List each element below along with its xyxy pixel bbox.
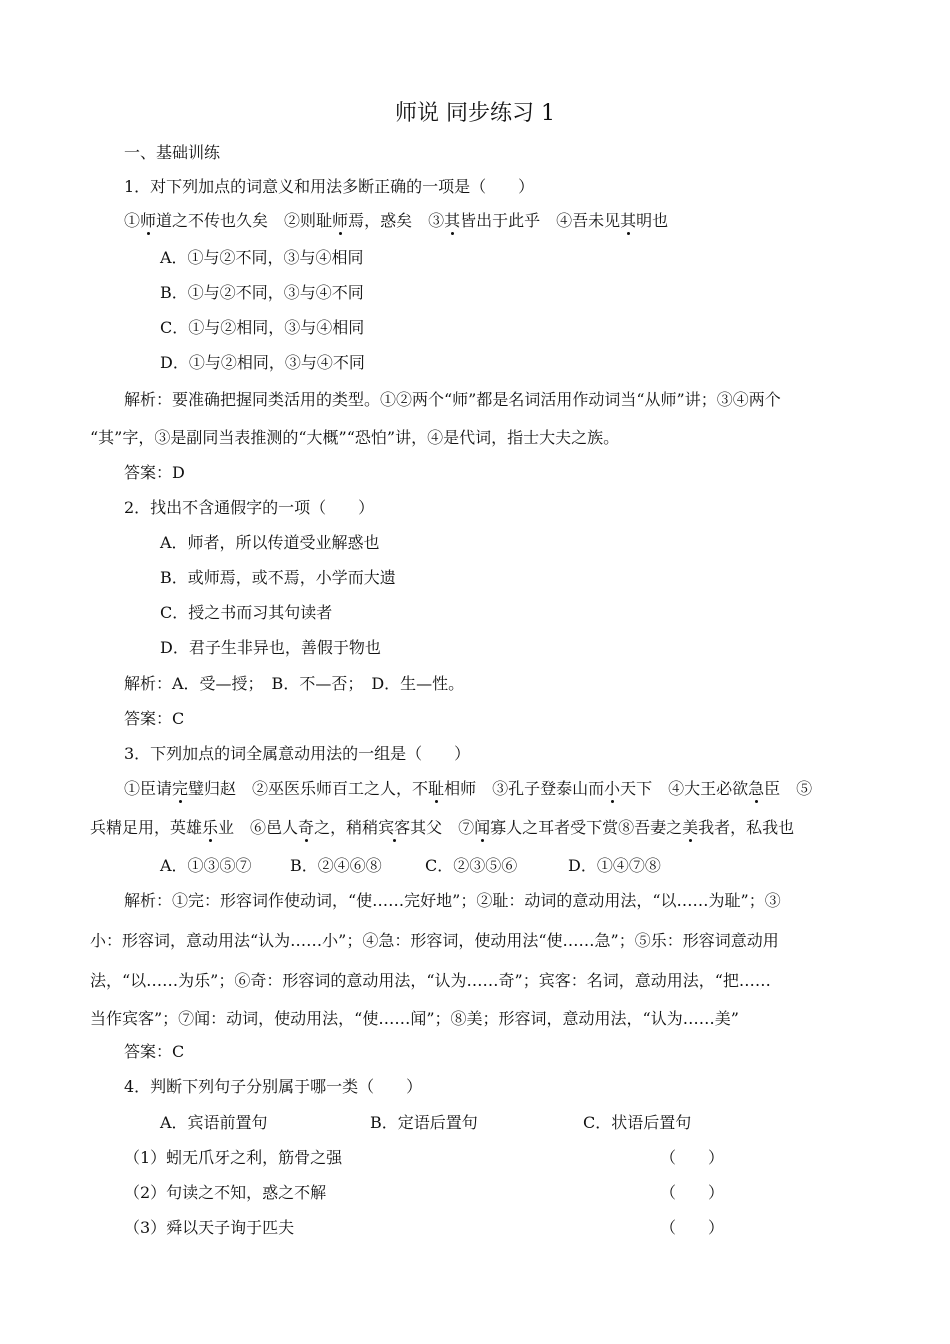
q4-answer-blank-2: （ ） (660, 1183, 725, 1202)
emphasis-dot-word: 师 (140, 211, 157, 230)
emphasis-dot-word: 小 (604, 779, 621, 798)
q4-item-2: （2）句读之不知，惑之不解 (124, 1183, 327, 1202)
q1-answer: 答案：D (124, 463, 185, 482)
q4-item-1: （1）蚓无爪牙之利，筋骨之强 (124, 1148, 343, 1167)
q3-analysis-line3: 法，“以……为乐”；⑥奇：形容词的意动用法，“认为……奇”；宾客：名词，意动用法，“把…… (90, 971, 771, 990)
q1-option-a: A．①与②不同，③与④相同 (160, 248, 364, 267)
emphasis-dot-word: 完 (172, 779, 189, 798)
q3-analysis-line1: 解析：①完：形容词作使动词，“使……完好地”；②耻：动词的意动用法，“以……为耻”；③ (124, 891, 781, 910)
q3-items-line2: 兵精足用，英雄乐业 ⑥邑人奇之，稍稍宾客其父 ⑦闻寡人之耳者受下赏⑧吾妻之美我者，私我也 (90, 818, 795, 837)
q1-stem: 1．对下列加点的词意义和用法多断正确的一项是（ ） (124, 177, 535, 196)
emphasis-dot-word: 乐 (202, 818, 219, 837)
q3-answer: 答案：C (124, 1042, 185, 1061)
q3-option-d: D．①④⑦⑧ (568, 856, 661, 875)
emphasis-dot-word: 其 (444, 211, 461, 230)
emphasis-dot-word: 美 (682, 818, 699, 837)
q4-item-3: （3）舜以天子询于匹夫 (124, 1218, 295, 1237)
q1-items: ①师道之不传也久矣 ②则耻师焉，惑矣 ③其皆出于此乎 ④吾未见其明也 (124, 211, 669, 230)
q3-analysis-line4: 当作宾客”；⑦闻：动词，使动用法，“使……闻”；⑧美；形容词，意动用法，“认为……美” (90, 1009, 739, 1028)
q3-stem: 3．下列加点的词全属意动用法的一组是（ ） (124, 744, 471, 763)
emphasis-dot-word: 宾客 (378, 818, 411, 837)
emphasis-dot-word: 奇 (298, 818, 315, 837)
q3-option-c: C．②③⑤⑥ (425, 856, 518, 875)
emphasis-dot-word: 耻 (428, 779, 445, 798)
q2-option-d: D．君子生非异也，善假于物也 (160, 638, 381, 657)
q2-stem: 2．找出不含通假字的一项（ ） (124, 498, 375, 517)
q3-items-line1: ①臣请完璧归赵 ②巫医乐师百工之人，不耻相师 ③孔子登泰山而小天下 ④大王必欲急臣 ⑤ (124, 779, 813, 798)
q2-analysis: 解析：A．受—授； B．不—否； D．生—性。 (124, 674, 465, 693)
q3-analysis-line2: 小：形容词，意动用法“认为……小”；④急：形容词，使动用法“使……急”；⑤乐：形容词意动用 (90, 931, 779, 950)
q2-answer: 答案：C (124, 709, 185, 728)
emphasis-dot-word: 急 (748, 779, 765, 798)
q4-option-b: B．定语后置句 (370, 1113, 478, 1132)
emphasis-dot-word: 闻 (474, 818, 491, 837)
q1-analysis-line1: 解析：要准确把握同类活用的类型。①②两个“师”都是名词活用作动词当“从师”讲；③④两个 (124, 390, 781, 409)
q2-option-a: A．师者，所以传道受业解惑也 (160, 533, 380, 552)
q2-option-c: C．授之书而习其句读者 (160, 603, 333, 622)
q3-option-b: B．②④⑥⑧ (290, 856, 382, 875)
q1-option-c: C．①与②相同，③与④相同 (160, 318, 365, 337)
q1-option-b: B．①与②不同，③与④不同 (160, 283, 364, 302)
page-title: 师说 同步练习 1 (395, 101, 555, 126)
q4-answer-blank-3: （ ） (660, 1218, 725, 1237)
q4-answer-blank-1: （ ） (660, 1148, 725, 1167)
q4-option-a: A．宾语前置句 (160, 1113, 268, 1132)
q1-option-d: D．①与②相同，③与④不同 (160, 353, 365, 372)
q4-option-c: C．状语后置句 (583, 1113, 692, 1132)
q3-option-a: A．①③⑤⑦ (160, 856, 252, 875)
emphasis-dot-word: 其 (620, 211, 637, 230)
q2-option-b: B．或师焉，或不焉，小学而大遗 (160, 568, 396, 587)
q4-stem: 4．判断下列句子分别属于哪一类（ ） (124, 1077, 423, 1096)
section-heading: 一、基础训练 (124, 143, 221, 162)
q1-analysis-line2: “其”字，③是副同当表推测的“大概”“恐怕”讲，④是代词，指士大夫之族。 (90, 428, 620, 447)
emphasis-dot-word: 师 (332, 211, 349, 230)
